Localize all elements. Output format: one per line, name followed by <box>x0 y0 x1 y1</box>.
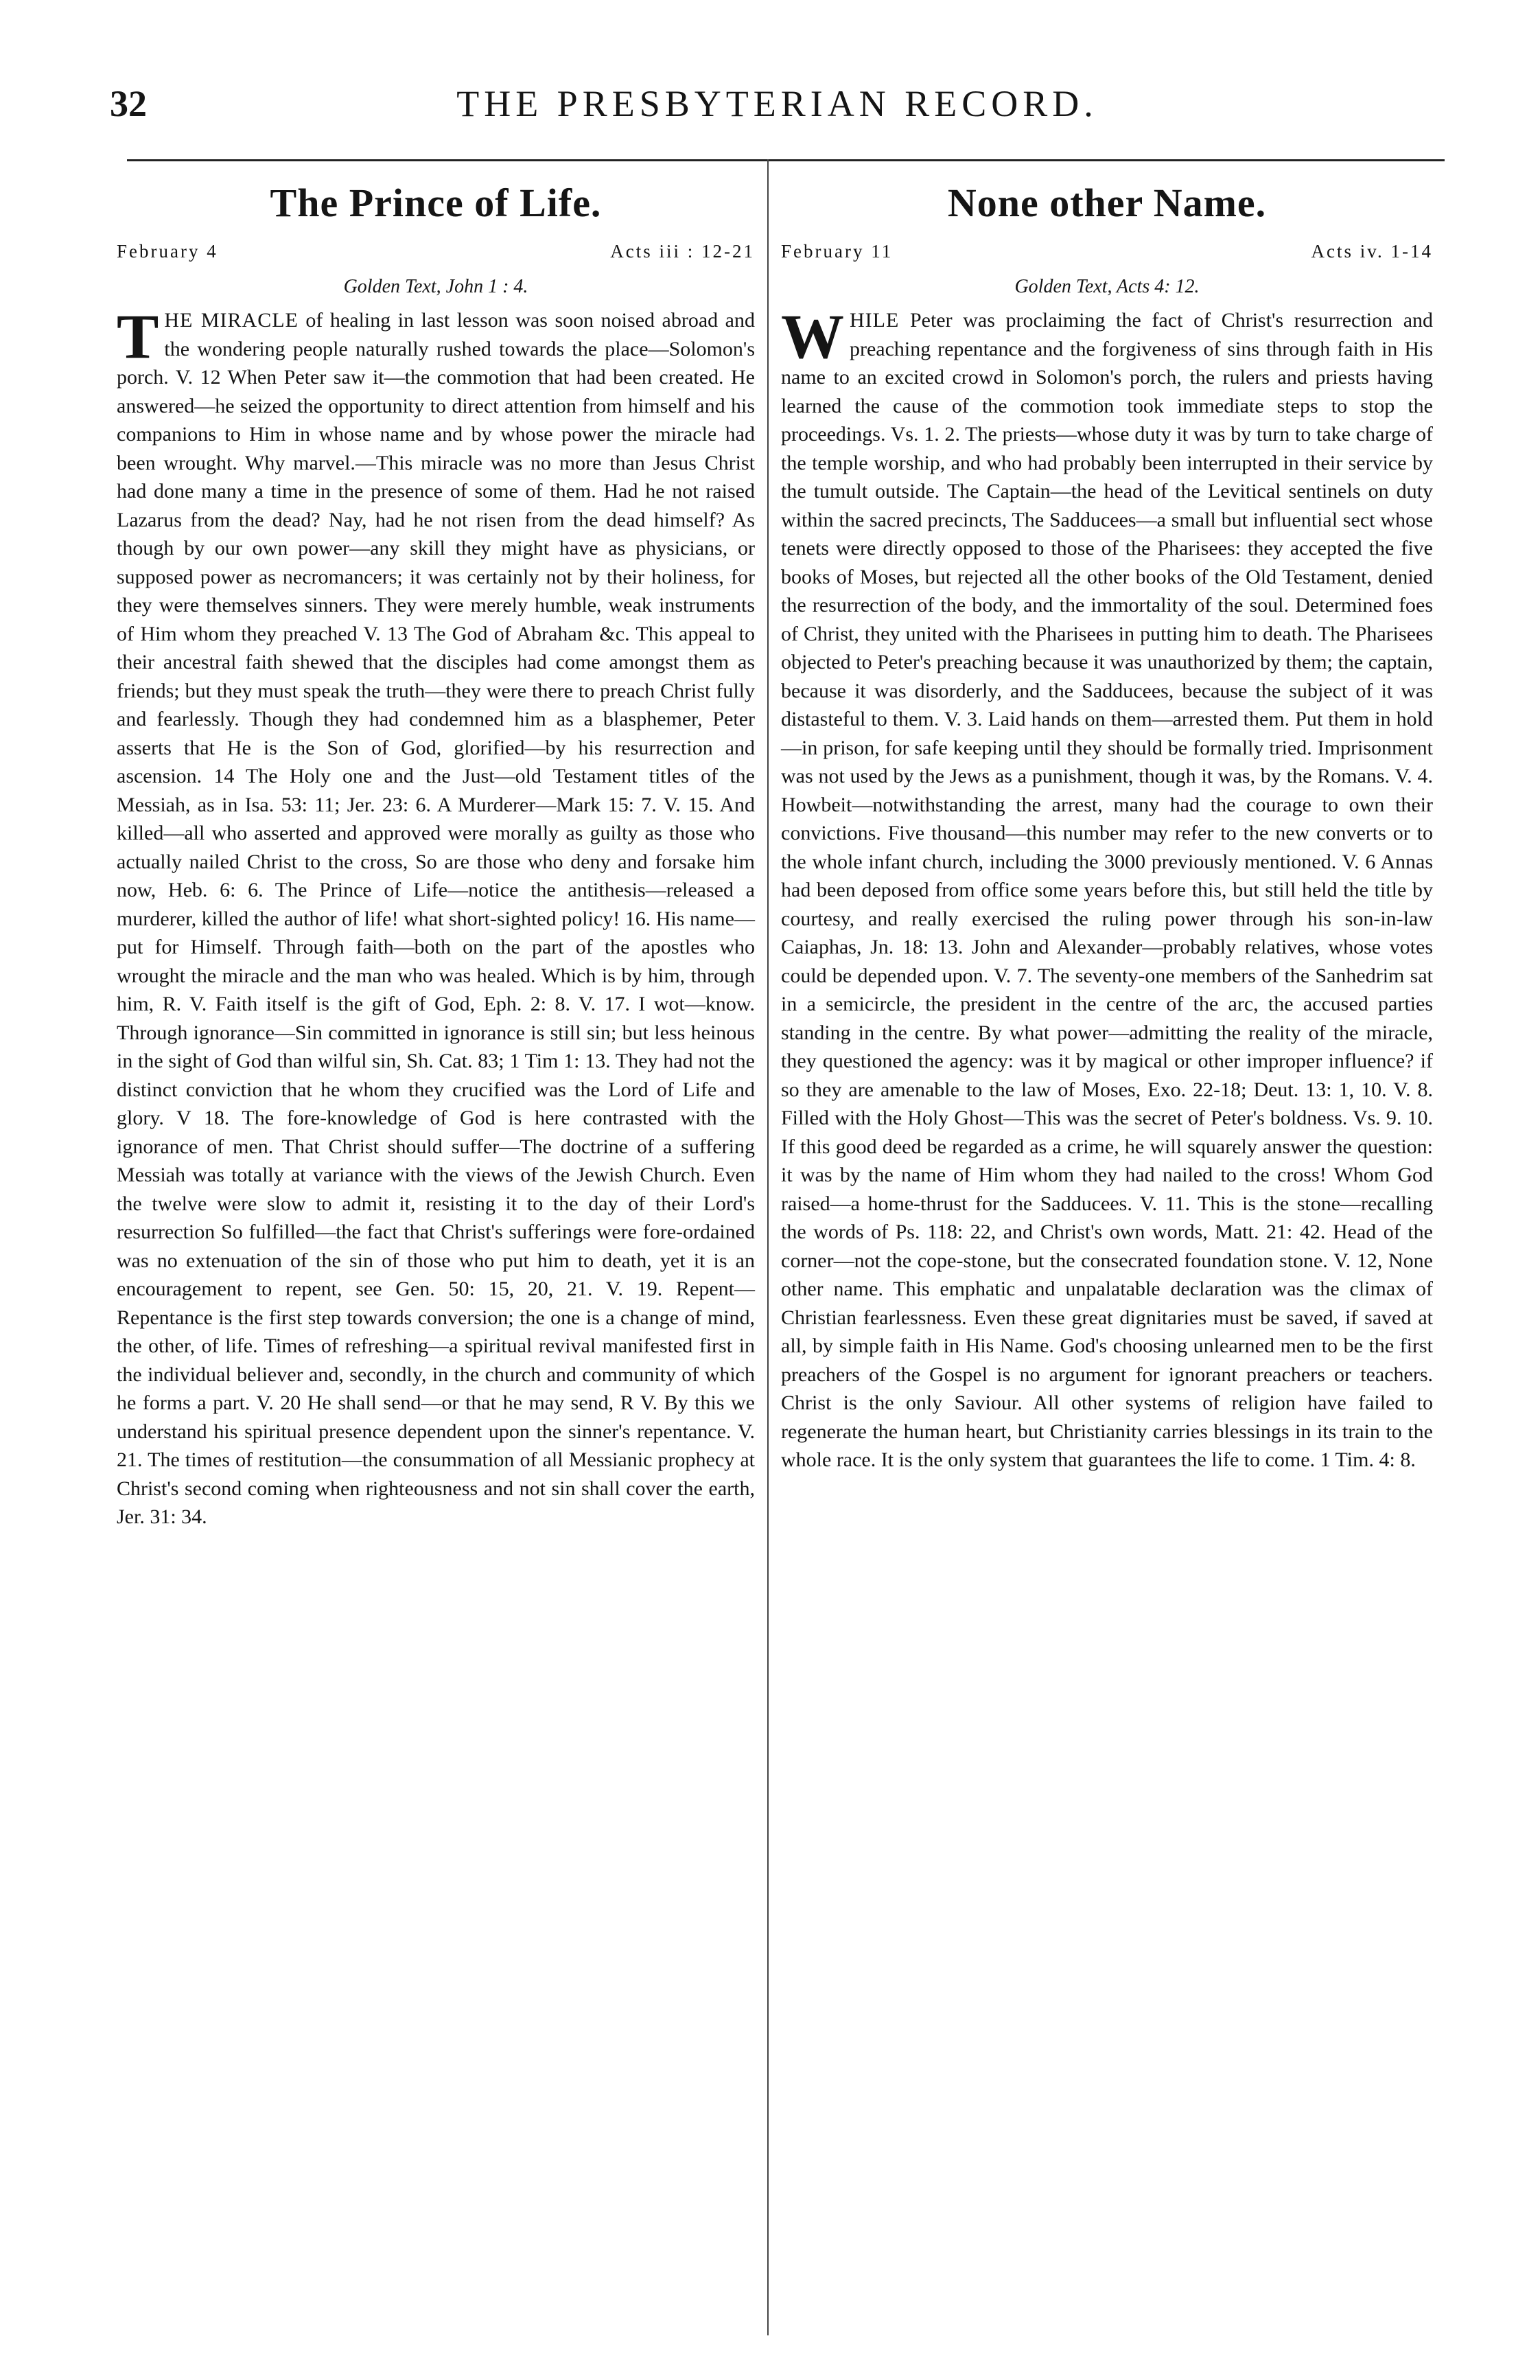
body-text: of healing in last lesson was soon noised abroad and the wondering people naturally rushed towards the place—Solomon's porch. V. 12 When Peter saw it—the commotion that had been created. He answered—he seized the opportunity to direct attention from himself and his companions to Him in whose name and by whose power the miracle had been wrought. Why marvel.—This miracle was no more than Jesus Christ had done many a time in the presence of some of them. Had he not raised Lazarus from the dead? Nay, had he not risen from the dead himself? As though by our own power—any skill they might have as physicians, or supposed power as necromancers; it was certainly not by their holiness, for they were themselves sinners. They were merely humble, weak instruments of Him whom they preached V. 13 The God of Abraham &c. This appeal to their ancestral faith shewed that the disciples had come amongst them as friends; but they must speak the truth—they were there to preach Christ fully and fearlessly. Though they had condemned him as a blasphemer, Peter asserts that He is the Son of God, glorified—by his resurrection and ascension. 14 The Holy one and the Just—old Testament titles of the Messiah, as in Isa. 53: 11; Jer. 23: 6. A Murderer—Mark 15: 7. V. 15. And killed—all who asserted and approved were morally as guilty as those who actually nailed Christ to the cross, So are those who deny and forsake him now, Heb. 6: 6. The Prince of Life—notice the antithesis—released a murderer, killed the author of life! what short-sighted policy! 16. His name—put for Himself. Through faith—both on the part of the apostles who wrought the miracle and the man who was healed. Which is by him, through him, R. V. Faith itself is the gift of God, Eph. 2: 8. V. 17. I wot—know. Through ignorance—Sin committed in ignorance is still sin; but less heinous in the sight of God than wilful sin, Sh. Cat. 83; 1 Tim 1: 13. They had not the distinct conviction that he whom they crucified was the Lord of Life and glory. V 18. The fore-knowledge of God is here contrasted with the ignorance of men. That Christ should suffer—The doctrine of a suffering Messiah was totally at variance with the views of the Jewish Church. Even the twelve were slow to admit it, resisting it to the day of their Lord's resurrection So fulfilled—the fact that Christ's sufferings were fore-ordained was no extenuation of the sin of those who put him to death, yet it is an encouragement to repent, see Gen. 50: 15, 20, 21. V. 19. Repent—Repentance is the first step towards conversion; the one is a change of mind, the other, of life. Times of refreshing—a spiritual revival manifested first in the individual believer and, secondly, in the church and community of which he forms a part. V. 20 He shall send—or that he may send, R V. By this we understand his spiritual presence dependent upon the sinner's repentance. V. 21. The times of restitution—the consummation of all Messianic prophecy at Christ's second coming when righteousness and not sin shall cover the earth, Jer. 31: 34. <box>117 309 755 1528</box>
lead-words: HE MIRACLE <box>164 309 299 332</box>
drop-cap: W <box>781 301 844 371</box>
golden-text: Golden Text, Acts 4: 12. <box>1014 276 1200 297</box>
lesson-date: February 11 <box>781 241 894 262</box>
lesson-date: February 4 <box>117 241 218 262</box>
lesson-reference: Acts iv. 1-14 <box>1311 241 1433 262</box>
body-text: Peter was proclaiming the fact of Christ's resurrection and preaching repentance and the forgiveness of sins through faith in His name to an excited crowd in Solomon's porch, the rulers and priests having learned the cause of the commotion took immediate steps to stop the proceedings. Vs. 1. 2. The priests—whose duty it was by turn to take charge of the temple worship, and who had probably been interrupted in their service by the tumult outside. The Captain—the head of the Levitical sentinels on duty within the sacred precincts, The Sadducees—a small but influential sect whose tenets were directly opposed to those of the Pharisees: they accepted the five books of Moses, but rejected all the other books of the Old Testament, denied the resurrection of the body, and the immortality of the soul. Determined foes of Christ, they united with the Pharisees in putting him to death. The Pharisees objected to Peter's preaching because it was unauthorized by them; the captain, because it was disorderly, and the Sadducees, because the subject of it was distasteful to them. V. 3. Laid hands on them—arrested them. Put them in hold—in prison, for safe keeping until they should be formally tried. Imprisonment was not used by the Jews as a punishment, though it was, by the Romans. V. 4. Howbeit—notwithstanding the arrest, many had the courage to own their convictions. Five thousand—this number may refer to the new converts or to the whole infant church, including the 3000 previously mentioned. V. 6 Annas had been deposed from office some years before this, but still held the title by courtesy, and really exercised the ruling power through his son-in-law Caiaphas, Jn. 18: 13. John and Alexander—probably relatives, whose votes could be depended upon. V. 7. The seventy-one members of the Sanhedrim sat in a semicircle, the president in the centre of the arc, the accused parties standing in the centre. By what power—admitting the reality of the miracle, they questioned the agency: was it by magical or other improper influence? if so they are amenable to the law of Moses, Exo. 22-18; Deut. 13: 1, 10. V. 8. Filled with the Holy Ghost—This was the secret of Peter's boldness. Vs. 9. 10. If this good deed be regarded as a crime, he will squarely answer the question: it was by the name of Him whom they had nailed to the cross! Whom God raised—a home-thrust for the Sadducees. V. 11. This is the stone—recalling the words of Ps. 118: 22, and Christ's own words, Matt. 21: 42. Head of the corner—not the cope-stone, but the consecrated foundation stone. V. 12, None other name. This emphatic and unpalatable declaration was the climax of Christian fearlessness. Even these great dignitaries must be saved, if saved at all, by simple faith in His Name. God's choosing unlearned men to be the first preachers of the Gospel is no argument for ignorant preachers or teachers. Christ is the only Saviour. All other systems of religion have failed to regenerate the human heart, but Christianity carries blessings in its train to the whole race. It is the only system that guarantees the life to come. 1 Tim. 4: 8. <box>781 309 1434 1471</box>
article-body <box>781 301 1434 1475</box>
right-column-article <box>781 180 1433 1475</box>
golden-text: Golden Text, John 1 : 4. <box>343 276 528 297</box>
article-title: The Prince of Life. <box>270 181 602 225</box>
article-title: None other Name. <box>947 181 1267 225</box>
left-column-article <box>117 180 755 1532</box>
lesson-reference: Acts iii : 12-21 <box>610 241 755 262</box>
column-divider <box>767 159 769 2335</box>
article-body <box>117 301 755 1532</box>
drop-cap: T <box>117 301 159 371</box>
lead-words: HILE <box>850 309 900 332</box>
header-rule <box>127 159 1445 161</box>
running-title: THE PRESBYTERIAN RECORD. <box>456 83 1098 124</box>
lesson-meta <box>117 241 755 262</box>
page-header <box>110 82 1445 137</box>
lesson-meta <box>781 241 1433 262</box>
page-number: 32 <box>110 83 147 124</box>
